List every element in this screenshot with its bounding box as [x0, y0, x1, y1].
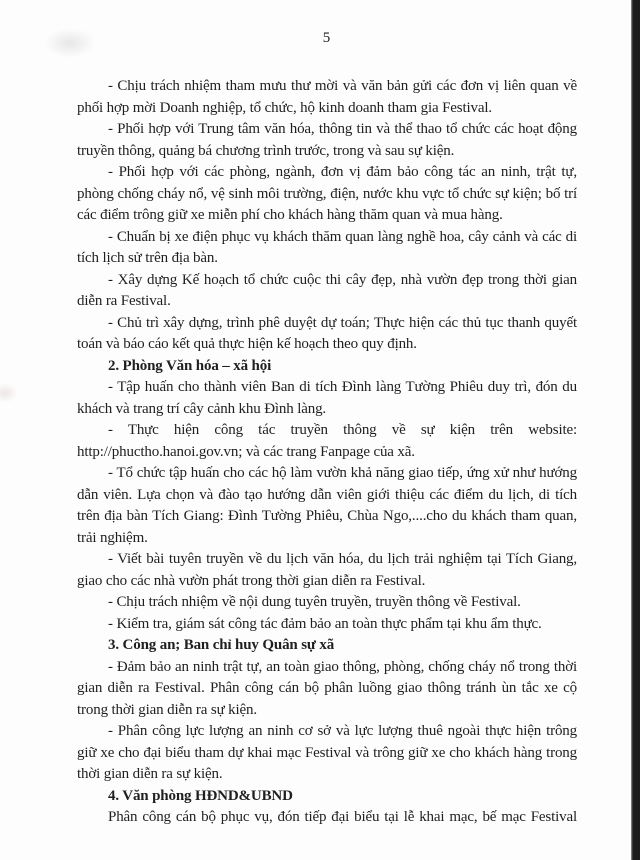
paragraph: Phân công cán bộ phục vụ, đón tiếp đại biểu tại lễ khai mạc, bế mạc Festival — [108, 809, 577, 825]
paragraph: - Tập huấn cho thành viên Ban di tích Đình làng Tường Phiêu duy trì, đón du khách và trang trí cây cảnh khu Đình làng. — [77, 379, 577, 417]
scan-smudge — [0, 383, 18, 403]
paragraph: - Chuẩn bị xe điện phục vụ khách thăm quan làng nghề hoa, cây cảnh và các di tích lịch sử trên địa bàn. — [77, 228, 577, 266]
section-heading-van-phong: 4. Văn phòng HĐND&UBND — [108, 787, 293, 804]
paragraph: - Chịu trách nhiệm về nội dung tuyên truyền, truyền thông về Festival. — [108, 594, 521, 610]
paragraph: - Viết bài tuyên truyền về du lịch văn hóa, du lịch trải nghiệm tại Tích Giang, giao cho các nhà vườn phát trong thời gian diễn ra Festival. — [77, 551, 577, 589]
document-body — [77, 76, 577, 829]
paragraph: - Chủ trì xây dựng, trình phê duyệt dự toán; Thực hiện các thủ tục thanh quyết toán và báo cáo kết quả thực hiện kế hoạch theo quy định. — [77, 314, 577, 352]
paragraph: - Đảm bảo an ninh trật tự, an toàn giao thông, phòng, chống cháy nổ trong thời gian diễn ra Festival. Phân công cán bộ phân luồng giao thông tránh ùn tắc xe cộ trong thời gian diễn ra sự kiện. — [77, 658, 577, 718]
section-heading-cong-an: 3. Công an; Ban chỉ huy Quân sự xã — [108, 637, 335, 653]
section-heading-phong-van-hoa: 2. Phòng Văn hóa – xã hội — [108, 357, 272, 374]
scan-edge-strip — [631, 0, 640, 860]
paragraph: - Phân công lực lượng an ninh cơ sở và lực lượng thuê ngoài thực hiện trông giữ xe cho đại biểu tham dự khai mạc Festival và trông giữ xe cho khách hàng trong thời gian diễn ra sự kiện. — [77, 723, 577, 782]
paragraph: - Kiểm tra, giám sát công tác đảm bảo an toàn thực phẩm tại khu ẩm thực. — [108, 615, 542, 632]
paragraph: - Phối hợp với Trung tâm văn hóa, thông tin và thể thao tổ chức các hoạt động truyền thông, quảng bá chương trình trước, trong và sau sự kiện. — [77, 121, 577, 159]
paragraph: - Xây dựng Kế hoạch tổ chức cuộc thi cây đẹp, nhà vườn đẹp trong thời gian diễn ra Festival. — [77, 271, 577, 309]
page-number: 5 — [322, 30, 331, 46]
paragraph: - Chịu trách nhiệm tham mưu thư mời và văn bản gửi các đơn vị liên quan về phối hợp mời Doanh nghiệp, tổ chức, hộ kinh doanh tham gia Festival. — [77, 78, 577, 116]
paragraph: - Phối hợp với các phòng, ngành, đơn vị đảm bảo công tác an ninh, trật tự, phòng chống cháy nổ, vệ sinh môi trường, điện, nước khu vực tổ chức sự kiện; bố trí các điểm trông giữ xe miễn phí cho khách hàng thăm quan và mua hàng. — [77, 164, 577, 223]
scan-smudge — [44, 28, 96, 58]
paragraph: - Thực hiện công tác truyền thông về sự kiện trên website: http://phuctho.hanoi.gov.vn; và các trang Fanpage của xã. — [77, 422, 577, 460]
paragraph: - Tổ chức tập huấn cho các hộ làm vườn khả năng giao tiếp, ứng xử như hướng dẫn viên. Lựa chọn và đào tạo hướng dẫn viên giới thiệu các điểm du lịch, di tích trên địa bàn Tích Giang: Đình Tường Phiêu, Chùa Ngo,....cho du khách tham quan, trải nghiệm. — [77, 465, 577, 546]
